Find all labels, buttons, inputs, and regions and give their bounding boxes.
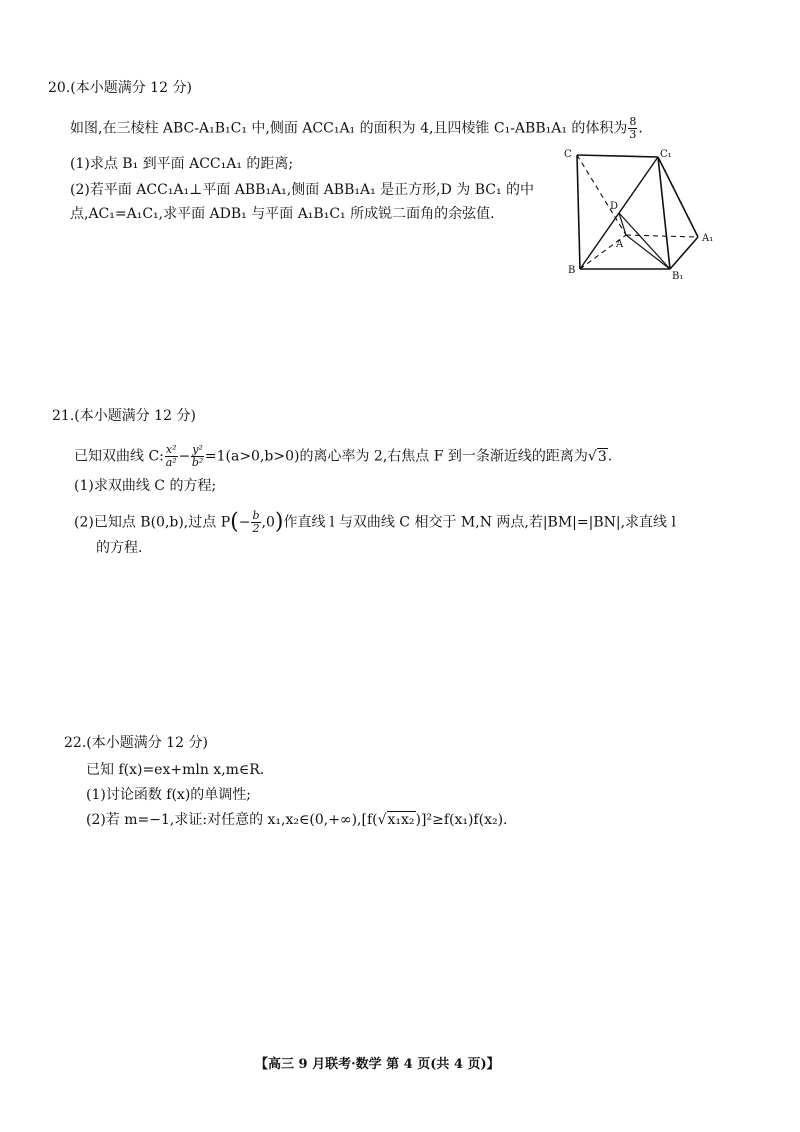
q21-minus: − (178, 448, 191, 465)
edge-AA1 (626, 235, 698, 237)
q20-stem (70, 116, 643, 141)
q20-stem-text: 如图,在三棱柱 ABC-A₁B₁C₁ 中,侧面 ACC₁A₁ 的面积为 4,且四棱锥 C₁-ABB₁A₁ 的体积为 (70, 120, 628, 137)
q20-sub2-line2: 点,AC₁=A₁C₁,求平面 ADB₁ 与平面 A₁B₁C₁ 所成锐二面角的余弦值. (70, 206, 495, 222)
q21-b-num: b (252, 509, 260, 522)
edge-DB1 (619, 213, 670, 269)
q20-volume-den: 3 (629, 128, 637, 141)
q22-sqrt-arg: x₁x₂ (387, 812, 415, 828)
q20-volume-fraction (628, 116, 637, 141)
q21-sub2-a: (2)已知点 B(0,b),过点 P (74, 514, 231, 531)
q21-sub1: (1)求双曲线 C 的方程; (74, 478, 217, 494)
q22-sub1: (1)讨论函数 f(x)的单调性; (86, 787, 251, 803)
label-D: D (610, 201, 619, 212)
label-A1: A₁ (702, 233, 714, 244)
q20-sub1: (1)求点 B₁ 到平面 ACC₁A₁ 的距离; (70, 156, 294, 172)
q21-y2: y² (192, 443, 203, 456)
q21-sub2-b: ,0 (261, 514, 275, 531)
q21-frac-y (191, 444, 204, 469)
q20-stem-end: . (638, 120, 643, 137)
q20-volume-num: 8 (629, 115, 637, 128)
q21-stem-a: 已知双曲线 C: (74, 448, 164, 465)
q21-sub2-line2: 的方程. (96, 540, 143, 556)
q21-sub2: (2)已知点 B(0,b),过点 P(− $\frac{b}{2}$ ,0)作直线 l 与双曲线 C 相交于 M,N 两点,若|BM|=|BN|,求直线 l (74, 509, 676, 535)
q21-x2: x² (165, 443, 177, 456)
page-footer: 【高三 9 月联考·数学 第 4 页(共 4 页)】 (255, 1057, 500, 1072)
q21-stem-end: . (607, 448, 613, 465)
q22-sub2: (2)若 m=−1,求证:对任意的 x₁,x₂∈(0,+∞),[f(√x₁x₂)]²≥f(x₁)f(x₂). (86, 812, 508, 828)
q21-stem-b: =1(a>0,b>0)的离心率为 2,右焦点 F 到一条渐近线的距离为 (204, 448, 588, 465)
edge-CB (577, 155, 580, 269)
edge-AB1 (626, 235, 670, 269)
q21-two-den: 2 (252, 522, 260, 535)
q22-stem: 已知 f(x)=ex+mln x,m∈R. (86, 762, 265, 778)
edge-CA (577, 155, 626, 235)
q21-stem: 已知双曲线 C: $\frac{\text{x²}}{\text{a²}}$ − $\frac{\text{y²}}{\text{b²}}$ =1(a>0,b>0)的离心率为 2,右焦点 F 到一条渐近线的距离为√3. (74, 443, 613, 469)
q20-prism-figure (560, 145, 720, 285)
q22-header: 22.(本小题满分 12 分) (64, 735, 208, 751)
q21-frac-b2 (251, 510, 260, 535)
label-B: B (568, 265, 576, 276)
edge-C1B1 (658, 157, 670, 269)
edge-CC1 (577, 155, 658, 157)
q20-sub2-line1: (2)若平面 ACC₁A₁⊥平面 ABB₁A₁,侧面 ABB₁A₁ 是正方形,D 为 BC₁ 的中 (70, 182, 535, 198)
label-A: A (616, 239, 624, 250)
q21-a2: a² (165, 456, 177, 469)
label-C1: C₁ (660, 149, 672, 160)
q21-b2: b² (191, 456, 204, 469)
q22-sub2-a: (2)若 m=−1,求证:对任意的 x₁,x₂∈(0,+∞),[f( (86, 812, 378, 828)
label-B1: B₁ (672, 271, 684, 282)
q22-sub2-b: )]²≥f(x₁)f(x₂). (415, 812, 508, 828)
q20-header: 20.(本小题满分 12 分) (48, 80, 192, 96)
edge-C1A1 (658, 157, 698, 237)
q21-header: 21.(本小题满分 12 分) (52, 408, 196, 424)
q21-frac-x (165, 444, 178, 469)
q21-sqrt3: 3 (597, 448, 607, 465)
label-C: C (564, 149, 572, 160)
q21-sub2-c: 作直线 l 与双曲线 C 相交于 M,N 两点,若|BM|=|BN|,求直线 l (283, 514, 676, 531)
edge-A1B1 (670, 237, 698, 269)
q21-neg: − (238, 514, 251, 531)
